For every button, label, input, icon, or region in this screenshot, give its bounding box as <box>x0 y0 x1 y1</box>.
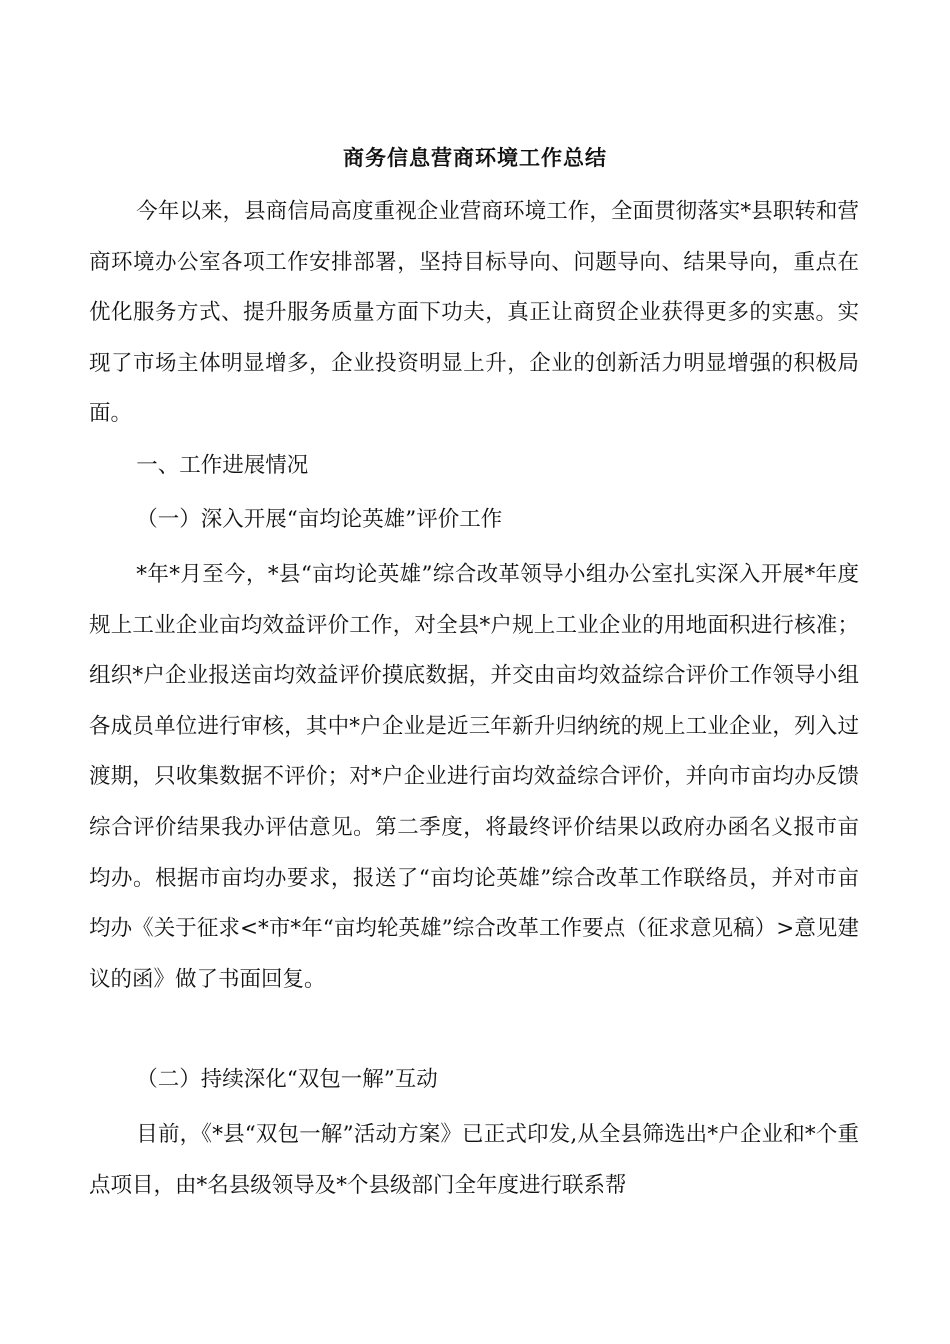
document-title: 商务信息营商环境工作总结 <box>343 145 607 170</box>
subsection-heading-mu-evaluation: （一）深入开展“亩均论英雄”评价工作 <box>136 507 503 532</box>
mu-evaluation-paragraph: *年*月至今，*县“亩均论英雄”综合改革领导小组办公室扎实深入开展*年度规上工业企业亩均效益评价工作，对全县*户规上工业企业的用地面积进行核准；组织*户企业报送亩均效益评价摸底数据，并交由亩均效益综合评价工作领导小组各成员单位进行审核，其中*户企业是近三年新升归纳统的规上工业企业，列入过渡期，只收集数据不评价；对*户企业进行亩均效益综合评价，并向市亩均办反馈综合评价结果我办评估意见。第二季度，将最终评价结果以政府办函名义报市亩均办。根据市亩均办要求，报送了“亩均论英雄”综合改革工作联络员，并对市亩均办《关于征求<*市*年“亩均轮英雄”综合改革工作要点（征求意见稿）>意见建议的函》做了书面回复。 <box>89 562 859 992</box>
subsection-heading-double-package: （二）持续深化“双包一解”互动 <box>136 1067 438 1092</box>
section-heading-work-progress: 一、工作进展情况 <box>136 453 309 478</box>
double-package-paragraph: 目前，《*县“双包一解”活动方案》已正式印发,从全县筛选出*户企业和*个重点项目，由*名县级领导及*个县级部门全年度进行联系帮 <box>89 1122 859 1198</box>
intro-paragraph: 今年以来，县商信局高度重视企业营商环境工作，全面贯彻落实*县职转和营商环境办公室各项工作安排部署，坚持目标导向、问题导向、结果导向，重点在优化服务方式、提升服务质量方面下功夫，真正让商贸企业获得更多的实惠。实现了市场主体明显增多，企业投资明显上升，企业的创新活力明显增强的积极局面。 <box>89 199 859 427</box>
